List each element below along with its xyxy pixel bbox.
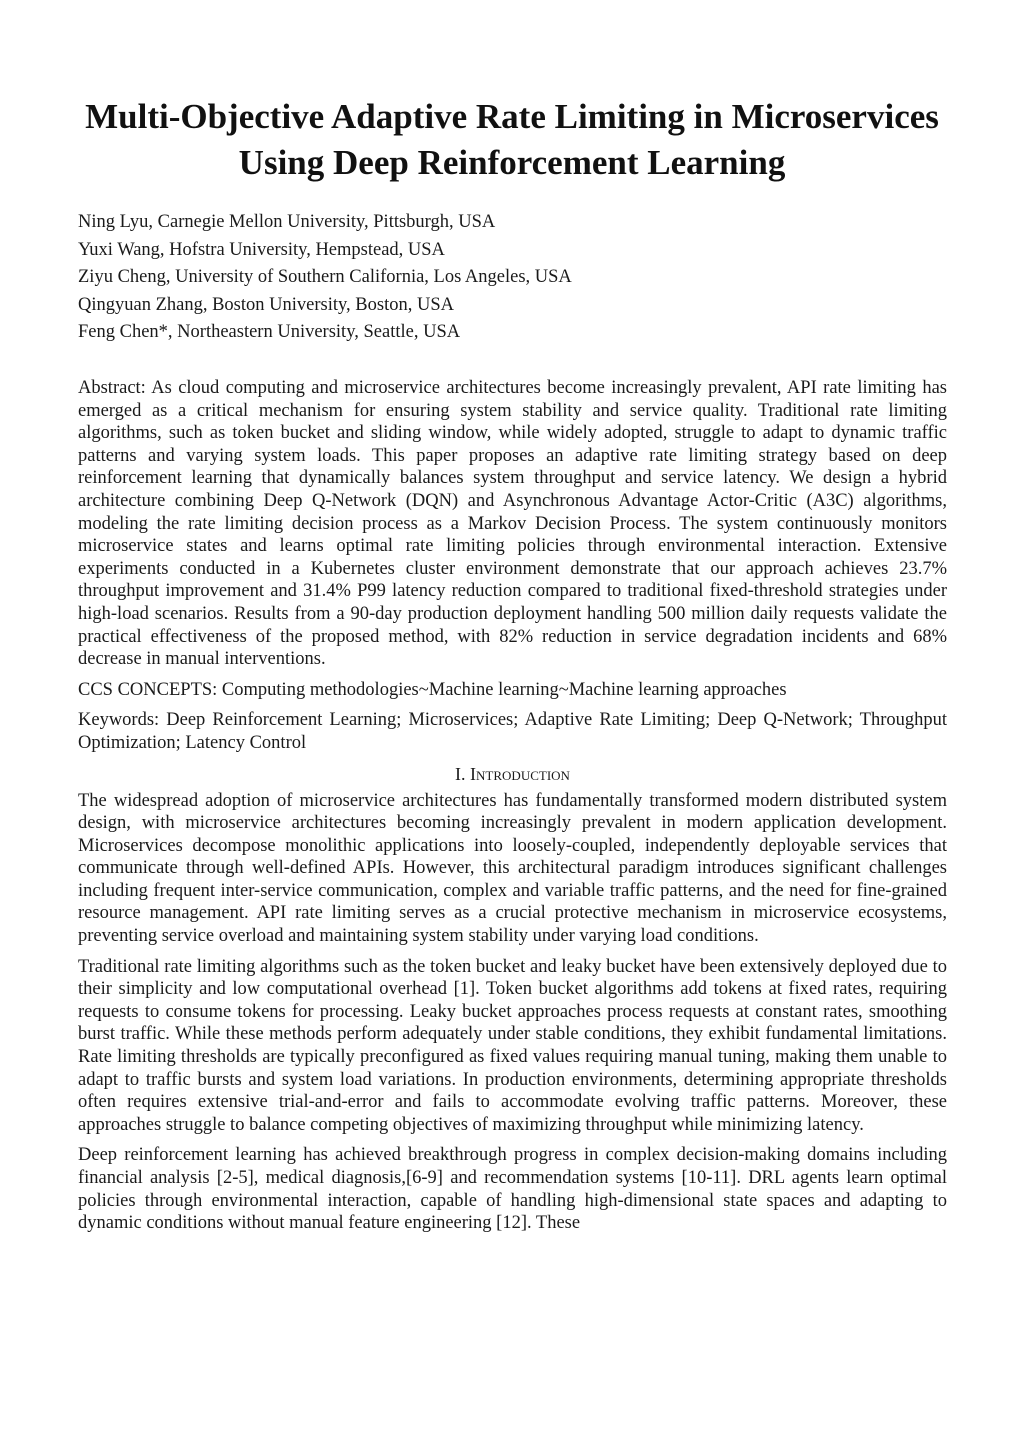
section-number: I. <box>455 763 471 784</box>
author-line: Ziyu Cheng, University of Southern California, Los Angeles, USA <box>78 267 572 287</box>
author-list <box>78 209 958 347</box>
keywords: Keywords: Deep Reinforcement Learning; Microservices; Adaptive Rate Limiting; Deep Q-Network; Throughput Optimization; Latency Control <box>78 710 947 753</box>
author-line: Qingyuan Zhang, Boston University, Boston, USA <box>78 294 454 315</box>
intro-paragraph: The widespread adoption of microservice architectures has fundamentally transformed modern distributed system design, with microservice architectures becoming increasingly prevalent in modern application development. Microservices decompose monolithic applications into loosely-coupled, independently deployable services that communicate through well-defined APIs. However, this architectural paradigm introduces significant challenges including frequent inter-service communication, complex and variable traffic patterns, and the need for fine-grained resource management. API rate limiting serves as a crucial protective mechanism in microservice ecosystems, preventing service overload and maintaining system stability under varying load conditions. <box>78 790 947 947</box>
paper-title: Multi-Objective Adaptive Rate Limiting in Microservices Using Deep Reinforcement Learning <box>85 97 939 182</box>
author-line: Yuxi Wang, Hofstra University, Hempstead, USA <box>78 239 445 260</box>
author-line: Feng Chen*, Northeastern University, Seattle, USA <box>78 322 461 342</box>
author-line: Ning Lyu, Carnegie Mellon University, Pittsburgh, USA <box>78 212 496 232</box>
intro-paragraph: Deep reinforcement learning has achieved breakthrough progress in complex decision-making domains including financial analysis [2-5], medical diagnosis,[6-9] and recommendation systems [10-11]. DRL agents learn optimal policies through environmental interaction, capable of handling high-dimensional state spaces and adapting to dynamic conditions without manual feature engineering [12]. These <box>78 1145 947 1234</box>
ccs-concepts: CCS CONCEPTS: Computing methodologies~Machine learning~Machine learning approaches <box>78 679 787 700</box>
abstract: Abstract: As cloud computing and microservice architectures become increasingly prevalent, API rate limiting has emerged as a critical mechanism for ensuring system stability and service quality. Traditional rate limiting algorithms, such as token bucket and sliding window, while widely adopted, struggle to adapt to dynamic traffic patterns and varying system loads. This paper proposes an adaptive rate limiting strategy based on deep reinforcement learning that dynamically balances system throughput and service latency. We design a hybrid architecture combining Deep Q-Network (DQN) and Asynchronous Advantage Actor-Critic (A3C) algorithms, modeling the rate limiting decision process as a Markov Decision Process. The system continuously monitors microservice states and learns optimal rate limiting policies through environmental interaction. Extensive experiments conducted in a Kubernetes cluster environment demonstrate that our approach achieves 23.7% throughput improvement and 31.4% P99 latency reduction compared to traditional fixed-threshold strategies under high-load scenarios. Results from a 90-day production deployment handling 500 million daily requests validate the practical effectiveness of the proposed method, with 82% reduction in service degradation incidents and 68% decrease in manual interventions. <box>78 378 947 670</box>
section-title: Introduction <box>470 763 570 784</box>
section-heading-introduction <box>78 763 947 785</box>
paper-body <box>78 377 947 1243</box>
intro-paragraph: Traditional rate limiting algorithms such as the token bucket and leaky bucket have been extensively deployed due to their simplicity and low computational overhead [1]. Token bucket algorithms add tokens at fixed rates, requiring requests to consume tokens for processing. Leaky bucket approaches process requests at constant rates, smoothing burst traffic. While these methods perform adequately under stable conditions, they exhibit fundamental limitations. Rate limiting thresholds are typically preconfigured as fixed values requiring manual tuning, making them unable to adapt to traffic bursts and system load variations. In production environments, determining appropriate thresholds often requires extensive trial-and-error and fails to accommodate evolving traffic patterns. Moreover, these approaches struggle to balance competing objectives of maximizing throughput while minimizing latency. <box>78 956 947 1135</box>
